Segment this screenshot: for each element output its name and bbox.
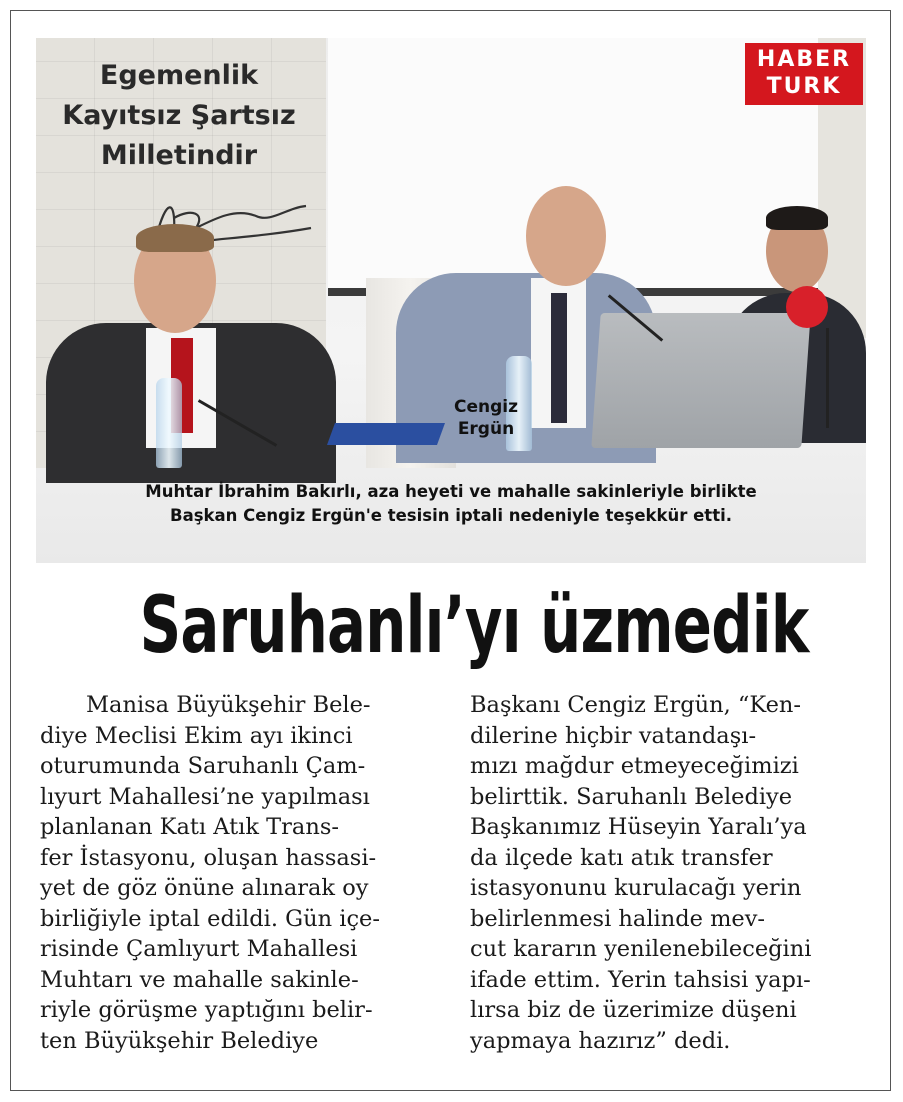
body-text-line: istasyonunu kurulacağı yerin xyxy=(470,875,802,901)
person-right-hair xyxy=(766,206,828,230)
body-text-line: diye Meclisi Ekim ayı ikinci xyxy=(40,722,353,749)
body-text-line: Başkanı Cengiz Ergün, “Ken- xyxy=(470,692,801,718)
headline: Saruhanlı’yı üzmedik xyxy=(139,581,809,671)
photo-name-label-line: Ergün xyxy=(457,419,515,439)
body-text-line: risinde Çamlıyurt Mahallesi xyxy=(40,936,358,962)
wall-quote-line: Kayıtsız Şartsız xyxy=(62,100,296,131)
body-text-line: lırsa biz de üzerimize düşeni xyxy=(470,997,797,1023)
photo-caption-line: Muhtar İbrahim Bakırlı, aza heyeti ve mahalle sakinleriyle birlikte xyxy=(145,482,757,501)
body-text-line: yapmaya hazırız” dedi. xyxy=(470,1027,731,1054)
microphone-stand xyxy=(826,328,829,428)
body-text-line: belirlenmesi halinde mev- xyxy=(470,905,766,932)
photo-caption-line: Başkan Cengiz Ergün'e tesisin iptali nedeniyle teşekkür etti. xyxy=(170,506,732,525)
body-text-line: riyle görüşme yaptığını belir- xyxy=(40,997,373,1023)
person-center-tie xyxy=(551,293,567,423)
person-left-hair xyxy=(136,224,214,252)
wall-quote xyxy=(44,56,314,176)
body-text-line: lıyurt Mahallesi’ne yapılması xyxy=(40,783,370,810)
logo-line: HABER xyxy=(756,47,852,72)
logo-line: TURK xyxy=(766,74,842,99)
body-text-line: birliğiyle iptal edildi. Gün içe- xyxy=(40,905,380,932)
body-text-line: ifade ettim. Yerin tahsisi yapı- xyxy=(470,966,811,993)
body-text-line: dilerine hiçbir vatandaşı- xyxy=(470,722,757,749)
photo-caption xyxy=(36,480,866,528)
person-center-head xyxy=(526,186,606,286)
body-text-line: oturumunda Saruhanlı Çam- xyxy=(40,753,366,779)
body-text-line: mızı mağdur etmeyeceğimizi xyxy=(470,753,799,779)
body-text-line: yet de göz önüne alınarak oy xyxy=(40,875,369,901)
photo-name-label-line: Cengiz xyxy=(454,397,518,417)
body-text-line: da ilçede katı atık transfer xyxy=(470,844,773,871)
red-microphone xyxy=(786,286,828,328)
wall-quote-line: Egemenlik xyxy=(99,60,259,91)
blue-folder xyxy=(327,423,445,445)
laptop xyxy=(591,313,810,448)
body-text-line: cut kararın yenilenebileceğini xyxy=(470,936,812,962)
body-column-left xyxy=(40,690,430,1056)
photo-name-label xyxy=(454,396,518,440)
body-text-line: planlanan Katı Atık Trans- xyxy=(40,814,339,840)
body-text-line: Başkanımız Hüseyin Yaralı’ya xyxy=(470,814,807,840)
body-text-line: ten Büyükşehir Belediye xyxy=(40,1027,319,1054)
haberturk-logo xyxy=(745,43,863,105)
body-text-line: Muhtarı ve mahalle sakinle- xyxy=(40,966,359,993)
news-photo xyxy=(36,38,866,563)
body-text-line: Manisa Büyükşehir Bele- xyxy=(86,692,371,718)
body-text-line: fer İstasyonu, oluşan hassasi- xyxy=(40,844,377,871)
wall-quote-line: Milletindir xyxy=(100,140,258,171)
body-text-line: belirttik. Saruhanlı Belediye xyxy=(470,783,793,810)
water-bottle xyxy=(156,378,182,468)
body-column-right xyxy=(470,690,860,1056)
